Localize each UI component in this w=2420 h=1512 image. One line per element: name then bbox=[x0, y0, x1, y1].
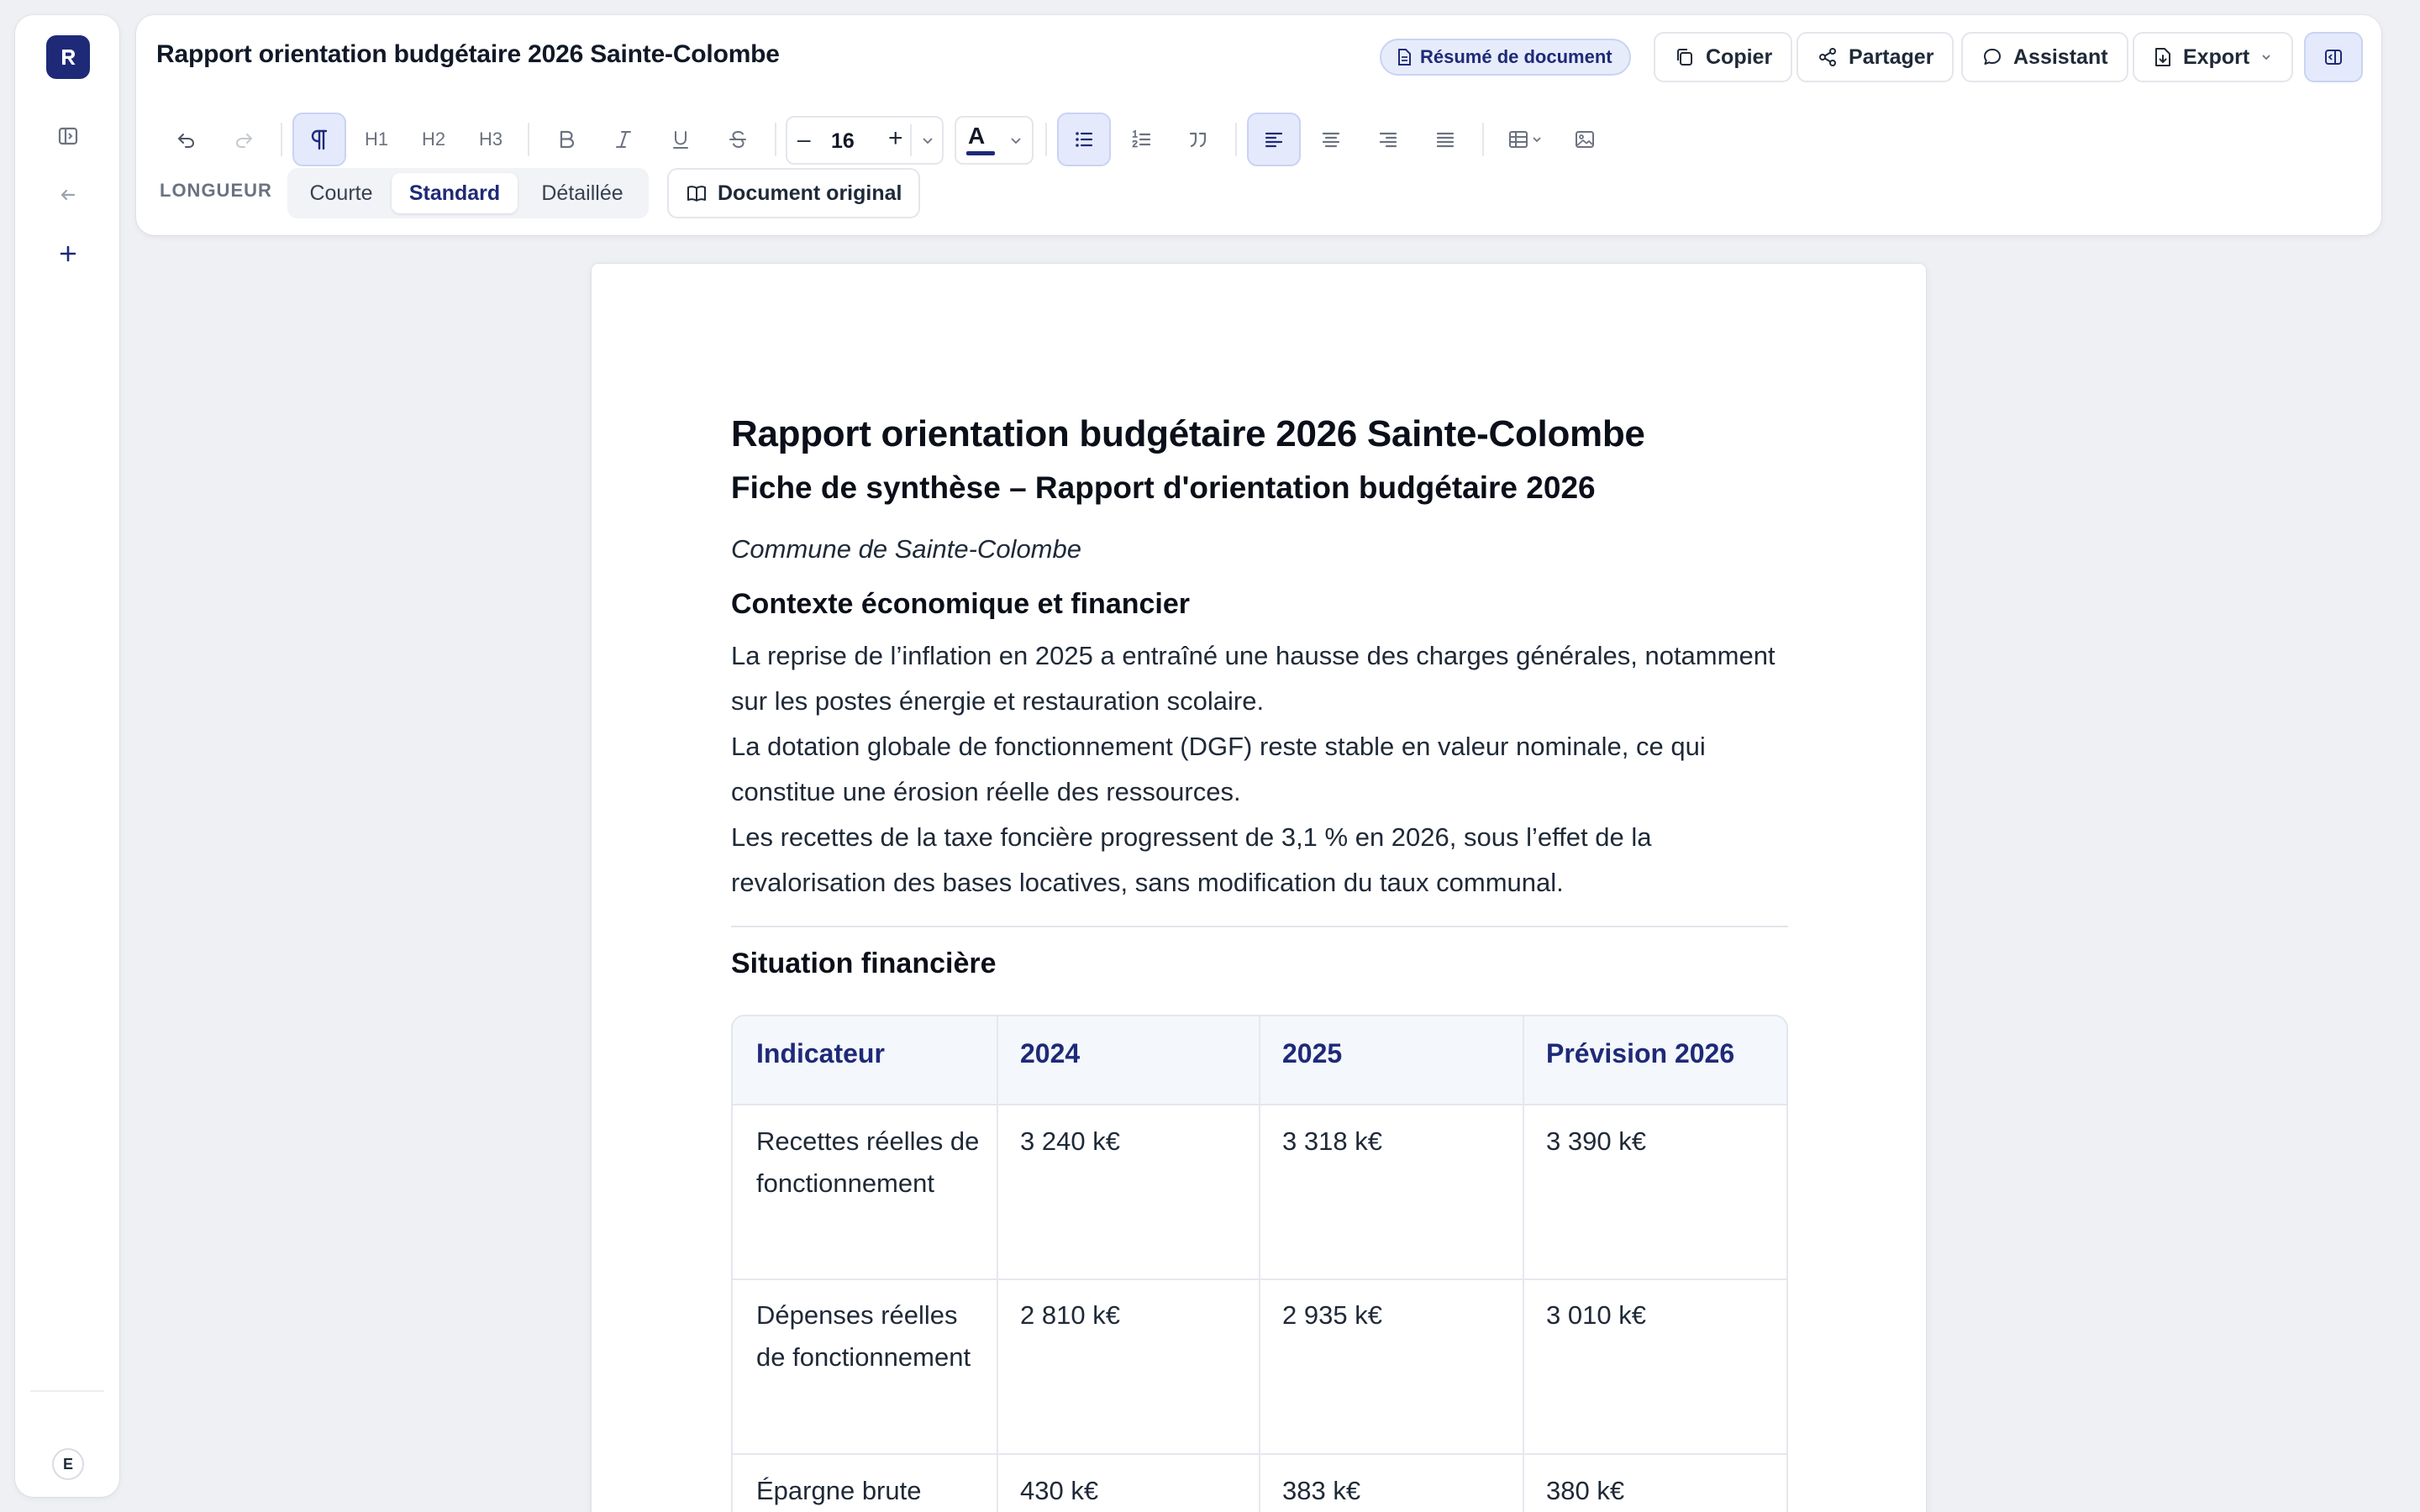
blockquote-button[interactable] bbox=[1171, 113, 1225, 166]
toggle-panel-button[interactable] bbox=[2304, 32, 2363, 82]
strikethrough-button[interactable] bbox=[711, 113, 765, 166]
table-header-cell: 2024 bbox=[1020, 1038, 1081, 1068]
align-center-icon bbox=[1319, 128, 1343, 151]
underline-icon bbox=[670, 128, 692, 151]
toolbar-divider bbox=[281, 123, 282, 156]
toolbar-divider bbox=[1482, 123, 1484, 156]
document-page[interactable] bbox=[592, 264, 1926, 1512]
table-column-divider bbox=[1259, 1016, 1260, 1512]
arrow-left-icon bbox=[57, 184, 79, 206]
table-cell[interactable]: 383 k€ bbox=[1282, 1476, 1361, 1505]
italic-button[interactable] bbox=[597, 113, 650, 166]
paragraph: La dotation globale de fonctionnement (DGF) reste stable en valeur nominale, ce qui constitue une érosion réelle des ressources. bbox=[731, 732, 1706, 806]
table-cell[interactable]: 2 810 k€ bbox=[1020, 1300, 1120, 1330]
align-left-icon bbox=[1262, 128, 1286, 151]
bullet-list-icon bbox=[1072, 128, 1096, 151]
book-open-icon bbox=[686, 183, 708, 203]
heading-3-label: H3 bbox=[478, 129, 503, 150]
document-icon bbox=[1397, 48, 1412, 66]
strikethrough-icon bbox=[727, 128, 749, 151]
align-justify-button[interactable] bbox=[1418, 113, 1472, 166]
sidebar-icon bbox=[56, 124, 80, 148]
document-subtitle: Fiche de synthèse – Rapport d'orientation budgétaire 2026 bbox=[731, 470, 1596, 505]
table-row-divider bbox=[733, 1453, 1786, 1455]
font-size-control bbox=[786, 116, 944, 165]
table-icon bbox=[1507, 128, 1530, 151]
align-right-icon bbox=[1376, 128, 1400, 151]
align-right-button[interactable] bbox=[1361, 113, 1415, 166]
horizontal-rule bbox=[731, 926, 1788, 927]
table-header-cell: Prévision 2026 bbox=[1546, 1038, 1735, 1068]
pilcrow-icon bbox=[308, 127, 330, 152]
table-cell[interactable]: 2 935 k€ bbox=[1282, 1300, 1382, 1330]
table-cell[interactable]: 3 240 k€ bbox=[1020, 1126, 1120, 1156]
heading-2-button[interactable] bbox=[407, 113, 460, 166]
table-cell[interactable]: 3 390 k€ bbox=[1546, 1126, 1646, 1156]
export-button-label: Export bbox=[2183, 45, 2250, 69]
table-cell[interactable]: Épargne brute bbox=[756, 1476, 922, 1505]
logo-icon bbox=[57, 46, 79, 68]
table-cell[interactable]: Recettes réelles de fonctionnement bbox=[756, 1126, 980, 1198]
toggle-sidebar-button[interactable] bbox=[46, 114, 90, 158]
share-button[interactable] bbox=[1797, 32, 1954, 82]
table-column-divider bbox=[997, 1016, 998, 1512]
panel-right-icon bbox=[2323, 46, 2344, 68]
font-size-value[interactable]: 16 bbox=[831, 129, 855, 153]
heading-1-label: H1 bbox=[364, 129, 389, 150]
paragraph: La reprise de l’inflation en 2025 a entraîné une hausse des charges générales, notamment sur les postes énergie et restauration scolaire. bbox=[731, 641, 1776, 716]
plus-icon bbox=[57, 243, 79, 265]
heading-2-label: H2 bbox=[421, 129, 446, 150]
bold-button[interactable] bbox=[539, 113, 593, 166]
italic-icon bbox=[613, 128, 634, 151]
font-size-increase-button[interactable]: + bbox=[888, 124, 903, 152]
font-size-divider bbox=[910, 124, 912, 156]
copy-icon bbox=[1674, 46, 1696, 68]
length-label: LONGUEUR bbox=[160, 180, 272, 201]
table-row-divider bbox=[733, 1278, 1786, 1280]
app-logo[interactable] bbox=[46, 35, 90, 79]
section-heading-situation: Situation financière bbox=[731, 948, 997, 979]
toolbar-divider bbox=[528, 123, 529, 156]
assistant-button[interactable] bbox=[1961, 32, 2128, 82]
redo-button[interactable] bbox=[217, 113, 271, 166]
font-size-decrease-button[interactable]: – bbox=[797, 126, 811, 152]
table-header-cell: Indicateur bbox=[756, 1038, 885, 1068]
document-heading: Rapport orientation budgétaire 2026 Sainte-Colombe bbox=[731, 413, 1645, 454]
text-color-picker[interactable] bbox=[955, 116, 1034, 165]
assistant-button-label: Assistant bbox=[2013, 45, 2108, 69]
table-cell[interactable]: 380 k€ bbox=[1546, 1476, 1625, 1505]
export-button[interactable] bbox=[2133, 32, 2293, 82]
image-icon bbox=[1573, 128, 1597, 151]
quote-icon bbox=[1186, 128, 1210, 151]
redo-icon bbox=[232, 128, 255, 151]
paragraph-button[interactable] bbox=[292, 113, 346, 166]
rail-divider bbox=[30, 1390, 104, 1392]
align-justify-icon bbox=[1434, 128, 1457, 151]
length-selector bbox=[287, 168, 649, 218]
chat-bubble-icon bbox=[1981, 46, 2003, 68]
document-commune: Commune de Sainte-Colombe bbox=[731, 534, 1081, 564]
chevron-down-icon bbox=[1530, 133, 1544, 146]
heading-1-button[interactable] bbox=[350, 113, 403, 166]
editor-toolbar-card bbox=[136, 15, 2381, 235]
text-color-swatch bbox=[966, 151, 995, 155]
chevron-down-icon bbox=[2260, 50, 2273, 64]
text-color-dropdown[interactable] bbox=[1008, 133, 1023, 148]
original-document-label: Document original bbox=[718, 181, 902, 205]
insert-image-button[interactable] bbox=[1558, 113, 1612, 166]
table-cell[interactable]: 3 010 k€ bbox=[1546, 1300, 1646, 1330]
summary-badge-label: Résumé de document bbox=[1420, 46, 1612, 67]
bullet-list-button[interactable] bbox=[1057, 113, 1111, 166]
align-center-button[interactable] bbox=[1304, 113, 1358, 166]
back-button[interactable] bbox=[46, 173, 90, 217]
original-document-button[interactable] bbox=[667, 168, 920, 218]
table-column-divider bbox=[1523, 1016, 1524, 1512]
insert-table-button[interactable] bbox=[1492, 113, 1558, 166]
table-cell[interactable]: 430 k€ bbox=[1020, 1476, 1099, 1505]
font-size-dropdown[interactable] bbox=[920, 133, 935, 148]
text-color-glyph: A bbox=[968, 123, 986, 149]
numbered-list-icon bbox=[1129, 128, 1153, 151]
share-icon bbox=[1817, 46, 1839, 68]
heading-3-button[interactable] bbox=[464, 113, 518, 166]
left-rail bbox=[15, 15, 119, 1497]
numbered-list-button[interactable] bbox=[1114, 113, 1168, 166]
length-option-standard[interactable]: Standard bbox=[392, 173, 518, 213]
copy-button[interactable] bbox=[1654, 32, 1792, 82]
copy-button-label: Copier bbox=[1706, 45, 1773, 69]
length-option-detaillee[interactable]: Détaillée bbox=[541, 181, 623, 205]
share-button-label: Partager bbox=[1849, 45, 1934, 69]
length-option-courte[interactable]: Courte bbox=[309, 181, 373, 205]
table-cell[interactable]: 3 318 k€ bbox=[1282, 1126, 1382, 1156]
chevron-down-icon bbox=[920, 133, 935, 148]
chevron-down-icon bbox=[1008, 133, 1023, 148]
table-header-cell: 2025 bbox=[1282, 1038, 1343, 1068]
toolbar-divider bbox=[1045, 123, 1047, 156]
new-document-button[interactable] bbox=[46, 232, 90, 276]
undo-button[interactable] bbox=[160, 113, 213, 166]
user-avatar[interactable]: E bbox=[52, 1448, 84, 1480]
summary-badge bbox=[1380, 39, 1631, 76]
section-heading-contexte: Contexte économique et financier bbox=[731, 588, 1190, 620]
export-file-icon bbox=[2153, 46, 2173, 68]
toolbar-divider bbox=[775, 123, 776, 156]
document-title[interactable]: Rapport orientation budgétaire 2026 Sainte-Colombe bbox=[156, 40, 780, 68]
undo-icon bbox=[175, 128, 198, 151]
paragraph: Les recettes de la taxe foncière progressent de 3,1 % en 2026, sous l’effet de la revalorisation des bases locatives, sans modification du taux communal. bbox=[731, 822, 1652, 897]
financial-table bbox=[731, 1015, 1788, 1512]
table-cell[interactable]: Dépenses réelles de fonctionnement bbox=[756, 1300, 971, 1372]
align-left-button[interactable] bbox=[1247, 113, 1301, 166]
underline-button[interactable] bbox=[654, 113, 708, 166]
toolbar-divider bbox=[1235, 123, 1237, 156]
bold-icon bbox=[555, 128, 577, 151]
